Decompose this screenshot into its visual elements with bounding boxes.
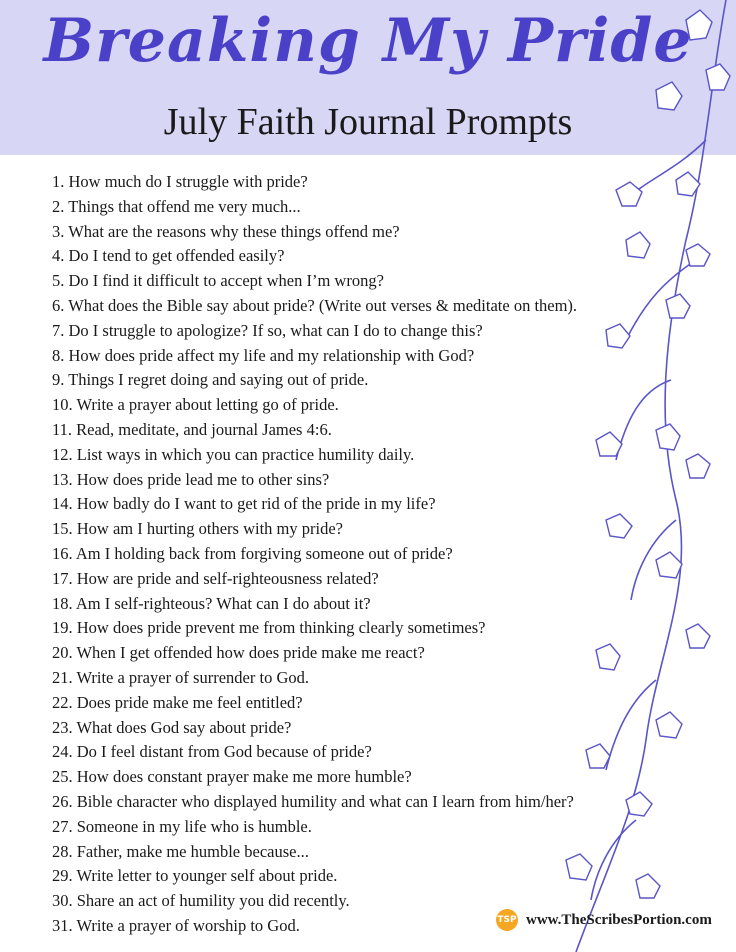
prompt-item: 29. Write letter to younger self about pride. (52, 866, 338, 886)
prompt-item: 7. Do I struggle to apologize? If so, what can I do to change this? (52, 320, 483, 340)
prompt-item: 8. How does pride affect my life and my relationship with God? (52, 345, 475, 365)
prompt-item: 31. Write a prayer of worship to God. (52, 915, 300, 935)
brand-logo-icon: TSP (496, 909, 518, 931)
prompt-item: 18. Am I self-righteous? What can I do about it? (52, 593, 371, 613)
prompt-item: 15. How am I hurting others with my pride? (52, 519, 343, 539)
prompt-item: 25. How does constant prayer make me more humble? (52, 767, 412, 787)
prompt-item: 19. How does pride prevent me from thinking clearly sometimes? (52, 618, 486, 638)
page-subtitle: July Faith Journal Prompts (163, 101, 573, 143)
prompt-item: 1. How much do I struggle with pride? (52, 172, 308, 191)
prompt-item: 10. Write a prayer about letting go of pride. (52, 395, 339, 415)
prompt-item: 5. Do I find it difficult to accept when I’m wrong? (52, 271, 384, 291)
prompt-item: 2. Things that offend me very much... (52, 196, 301, 216)
prompt-item: 3. What are the reasons why these things offend me? (52, 221, 400, 241)
prompt-list (52, 170, 577, 939)
website-link[interactable]: www.TheScribesPortion.com (526, 911, 712, 928)
page-title: Breaking My Pride (43, 6, 693, 76)
prompt-item: 12. List ways in which you can practice humility daily. (52, 444, 415, 464)
prompt-item: 22. Does pride make me feel entitled? (52, 692, 303, 712)
prompt-item: 23. What does God say about pride? (52, 717, 292, 737)
prompt-item: 6. What does the Bible say about pride? (Write out verses & meditate on them). (52, 295, 578, 315)
prompt-item: 28. Father, make me humble because... (52, 841, 309, 861)
prompt-item: 20. When I get offended how does pride make me react? (52, 643, 425, 663)
prompt-item: 9. Things I regret doing and saying out of pride. (52, 370, 369, 390)
prompt-item: 4. Do I tend to get offended easily? (52, 246, 285, 266)
prompt-item: 11. Read, meditate, and journal James 4:6. (52, 419, 332, 439)
prompt-item: 16. Am I holding back from forgiving someone out of pride? (52, 543, 453, 563)
prompt-item: 26. Bible character who displayed humility and what can I learn from him/her? (52, 791, 574, 811)
prompt-item: 27. Someone in my life who is humble. (52, 816, 312, 836)
prompt-item: 17. How are pride and self-righteousness related? (52, 568, 379, 588)
prompt-item: 24. Do I feel distant from God because of pride? (52, 742, 372, 762)
prompt-item: 13. How does pride lead me to other sins? (52, 469, 330, 489)
prompt-item: 30. Share an act of humility you did recently. (52, 891, 350, 911)
footer (496, 906, 712, 934)
prompt-item: 14. How badly do I want to get rid of the pride in my life? (52, 494, 436, 514)
prompt-item: 21. Write a prayer of surrender to God. (52, 667, 309, 687)
